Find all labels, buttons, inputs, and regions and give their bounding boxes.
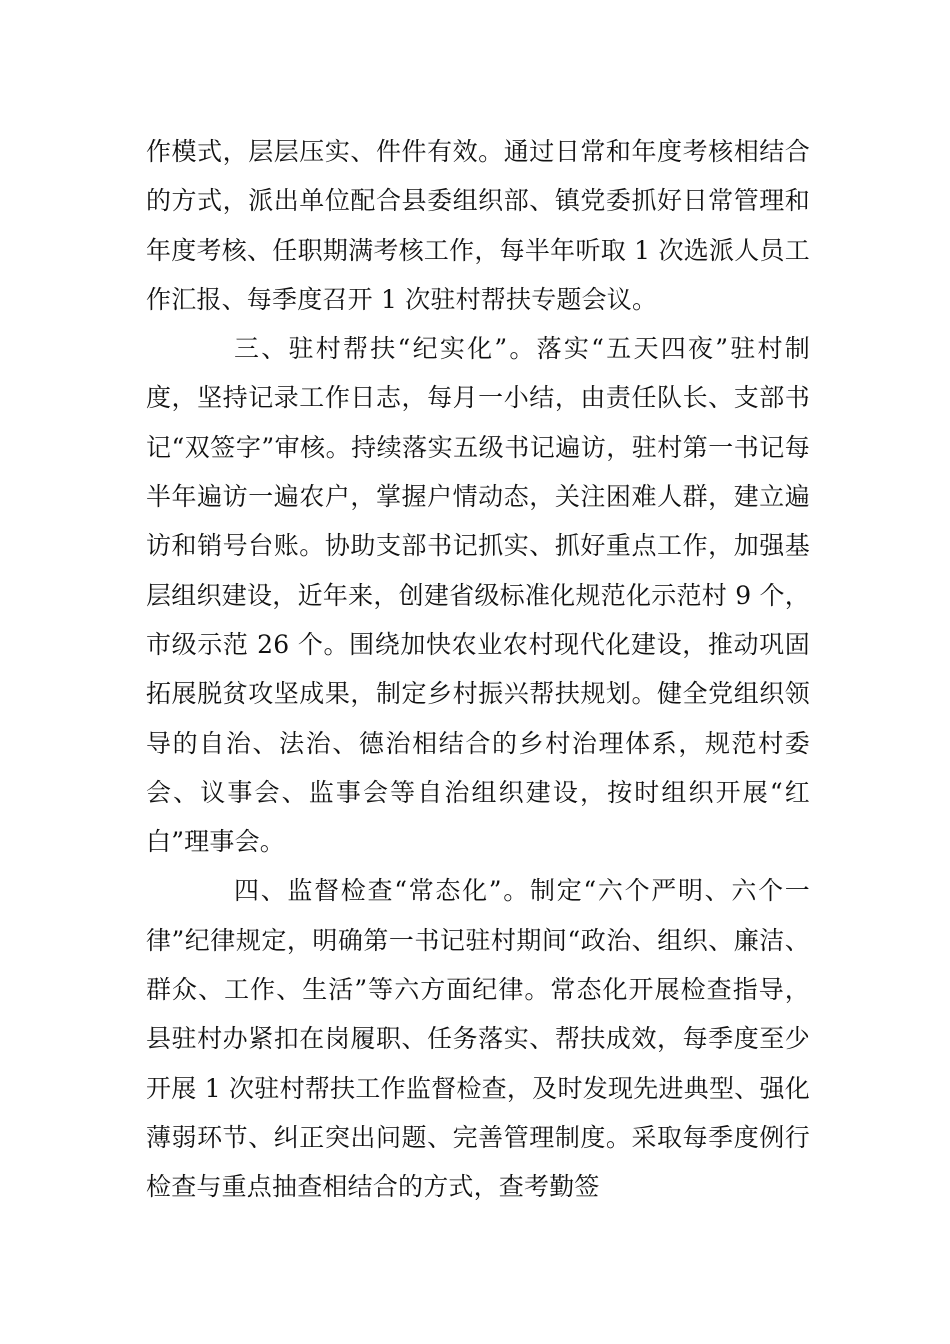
paragraph-section-four: 四、监督检查“常态化”。制定“六个严明、六个一律”纪律规定，明确第一书记驻村期间“政治、组织、廉洁、群众、工作、生活”等六方面纪律。常态化开展检查指导，县驻村办紧扣在岗履职、任务落实、帮扶成效，每季度至少开展 1 次驻村帮扶工作监督检查，及时发现先进典型、强化薄弱环节、纠正突出问题、完善管理制度。采取每季度例行检查与重点抽查相结合的方式，查考勤签 — [146, 876, 810, 1202]
paragraph-section-three: 三、驻村帮扶“纪实化”。落实“五天四夜”驻村制度，坚持记录工作日志，每月一小结，由责任队长、支部书记“双签字”审核。持续落实五级书记遍访，驻村第一书记每半年遍访一遍农户，掌握户情动态，关注困难人群，建立遍访和销号台账。协助支部书记抓实、抓好重点工作，加强基层组织建设，近年来，创建省级标准化规范化示范村 9 个，市级示范 26 个。围绕加快农业农村现代化建设，推动巩固拓展脱贫攻坚成果，制定乡村振兴帮扶规划。健全党组织领导的自治、法治、德治相结合的乡村治理体系，规范村委会、议事会、监事会等自治组织建设，按时组织开展“红白”理事会。 — [146, 334, 810, 857]
document-body — [146, 127, 810, 1212]
paragraph-continuation: 作模式，层层压实、件件有效。通过日常和年度考核相结合的方式，派出单位配合县委组织部、镇党委抓好日常管理和年度考核、任职期满考核工作，每半年听取 1 次选派人员工作汇报、每季度召开 1 次驻村帮扶专题会议。 — [146, 137, 810, 314]
